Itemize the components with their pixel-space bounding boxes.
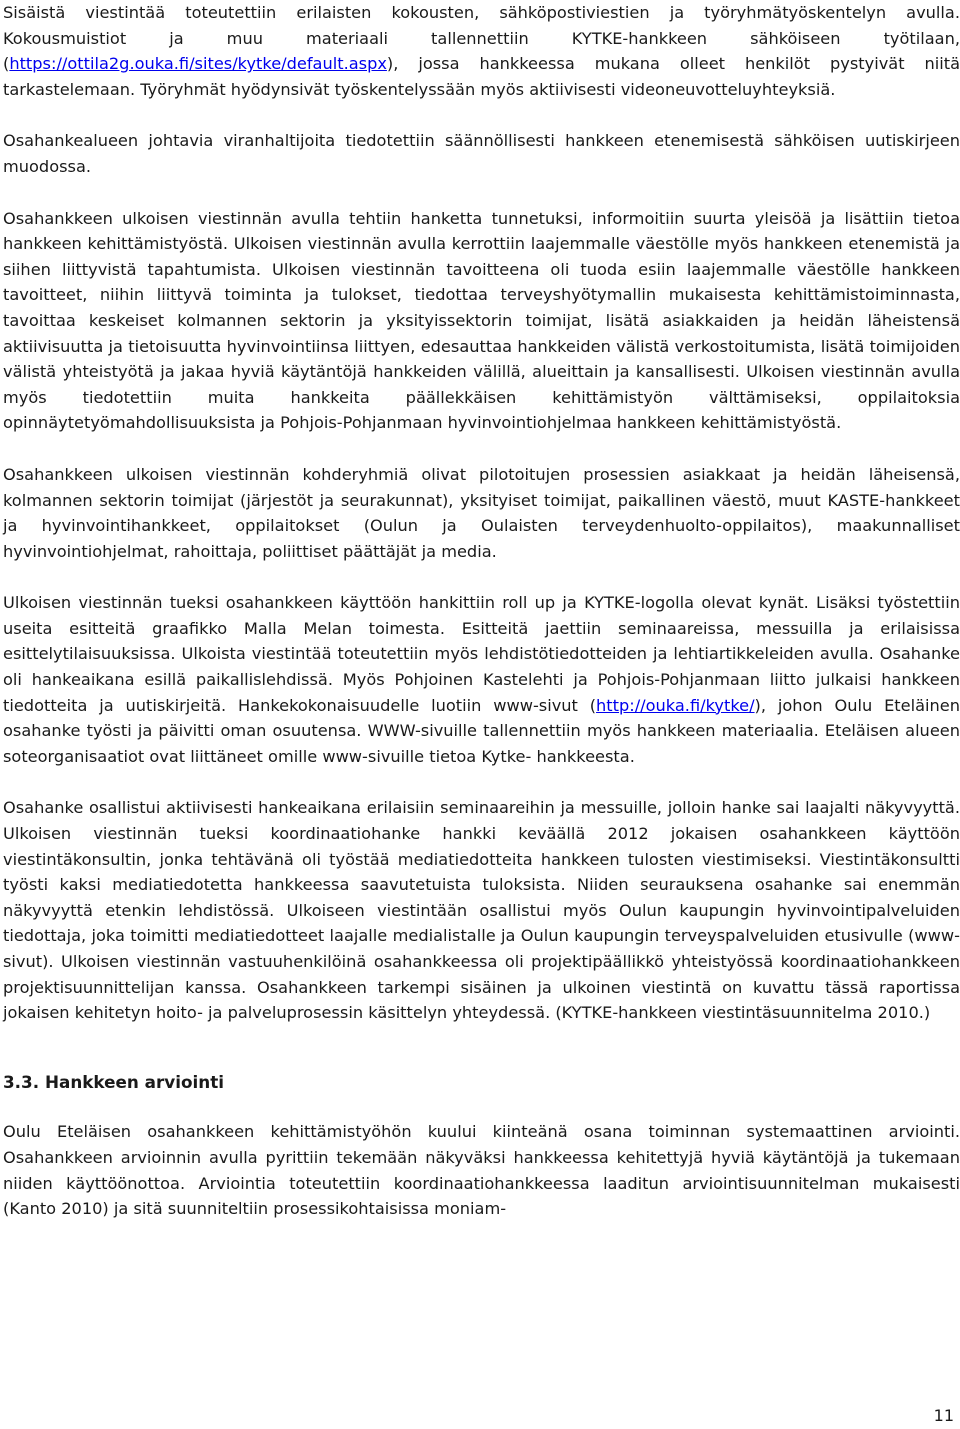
paragraph-text: ), jossa hankkeessa mukana olleet henkilöt pystyivät niitä tarkastelemaan. Työryhmät hyödynsivät työskentelyssään myös aktiivisesti videoneuvotteluyhteyksiä. [3,54,960,99]
page-number: 11 [933,1406,954,1425]
document-page [3,0,960,1222]
paragraph-text: Ulkoisen viestinnän tueksi osahankkeen käyttöön hankittiin roll up ja KYTKE-logolla olevat kynät. Lisäksi työstettiin useita esitteitä graafikko Malla Melan toimesta. Esitteitä jaettiin seminaareissa, messuilla ja erilaisissa esittelytilaisuuksissa. Ulkoista viestintää toteutettiin myös lehdistötiedotteiden ja lehtiartikkeleiden avulla. Osahanke oli hankeaikana esillä paikallislehdissä. Myös Pohjoinen Kastelehti ja Pohjois-Pohjanmaan liitto julkaisi hankkeen tiedotteita ja uutiskirjeitä. Hankekokonaisuudelle luotiin www-sivut ( [3,593,960,715]
website-link[interactable]: http://ouka.fi/kytke/ [596,695,755,715]
paragraph-internal-communication [3,0,960,102]
paragraph-newsletter: Osahankealueen johtavia viranhaltijoita tiedotettiin säännöllisesti hankkeen etenemisestä sähköisen uutiskirjeen muodossa. [3,131,960,176]
paragraph-text: ), johon Oulu Eteläinen osahanke työsti ja päivitti oman osuutensa. WWW-sivuille tallennettiin myös hankkeen materiaalia. Eteläisen alueen soteorganisaatiot ovat liittäneet omille www-sivuille tietoa Kytke- hankkeesta. [3,695,960,766]
section-heading: 3.3. Hankkeen arviointi [3,1071,224,1092]
paragraph-external-communication: Osahankkeen ulkoisen viestinnän avulla tehtiin hanketta tunnetuksi, informoitiin suurta yleisöä ja lisättiin tietoa hankkeen kehittämistyöstä. Ulkoisen viestinnän avulla kerrottiin laajemmalle väestölle myös hankkeen etenemistä ja siihen liittyvistä tapahtumista. Ulkoisen viestinnän tavoitteena oli tuoda esiin laajemmalle väestölle hankkeen tavoitteet, niihin liittyvä toiminta ja tulokset, tiedottaa terveyshyötymallin mukaisesta kehittämistoiminnasta, tavoittaa keskeiset kolmannen sektorin ja yksityissektorin toimijat, lisätä asiakkaiden ja heidän läheistensä aktiivisuutta ja tietoisuutta hyvinvointiinsa liittyen, edesauttaa hankkeiden välistä verkostoitumista, lisätä toimijoiden välistä yhteistyötä ja jakaa hyviä käytäntöjä hankkeiden välillä, alueittain ja kansallisesti. Ulkoisen viestinnän avulla myös tiedotettiin muita hankkeita päällekkäisen kehittämistyön välttämiseksi, oppilaitoksia opinnäytetyömahdollisuuksista ja Pohjois-Pohjanmaan hyvinvointiohjelmaa hankkeen kehittämistyöstä. [3,208,960,433]
paragraph-text: Sisäistä viestintää toteutettiin erilaisten kokousten, sähköpostiviestien ja työryhmätyöskentelyn avulla. Kokousmuistiot ja muu materiaali tallennettiin KYTKE-hankkeen sähköiseen työtilaan, ( [3,3,960,74]
paragraph-seminars: Osahanke osallistui aktiivisesti hankeaikana erilaisiin seminaareihin ja messuille, jolloin hanke sai laajalti näkyvyyttä. Ulkoisen viestinnän tueksi koordinaatiohanke hankki keväällä 2012 jokaisen osahankkeen käyttöön viestintäkonsultin, jonka tehtävänä oli työstää mediatiedotteita hankkeen tulosten viestimiseksi. Viestintäkonsultti työsti kaksi mediatiedotetta hankkeessa saavutetuista tuloksista. Niiden seurauksena osahanke sai enemmän näkyvyyttä etenkin lehdistössä. Ulkoiseen viestintään osallistui myös Oulun kaupungin hyvinvointipalveluiden tiedottaja, joka toimitti mediatiedotteet laajalle medialistalle ja Oulun kaupungin terveyspalveluiden etusivulle (www-sivut). Ulkoisen viestinnän vastuuhenkilöinä osahankkeessa oli projektipäällikkö yhteistyössä koordinaatiohankkeen projektisuunnittelijan kanssa. Osahankkeen tarkempi sisäinen ja ulkoinen viestintä on kuvattu tässä raportissa jokaisen kehitetyn hoito- ja palveluprosessin käsittelyn yhteydessä. (KYTKE-hankkeen viestintäsuunnitelma 2010.) [3,798,960,1023]
paragraph-communication-materials [3,590,960,769]
paragraph-evaluation: Oulu Eteläisen osahankkeen kehittämistyöhön kuului kiinteänä osana toiminnan systemaattinen arviointi. Osahankkeen arvioinnin avulla pyrittiin tekemään näkyväksi hankkeessa kehitettyjä hyviä käytäntöjä ja tukemaan niiden käyttöönottoa. Arviointia toteutettiin koordinaatiohankkeessa laaditun arviointisuunnitelman mukaisesti (Kanto 2010) ja sitä suunniteltiin prosessikohtaisissa moniam- [3,1122,960,1219]
paragraph-target-groups: Osahankkeen ulkoisen viestinnän kohderyhmiä olivat pilotoitujen prosessien asiakkaat ja heidän läheisensä, kolmannen sektorin toimijat (järjestöt ja seurakunnat), yksityiset toimijat, paikallinen väestö, muut KASTE-hankkeet ja hyvinvointihankkeet, oppilaitokset (Oulun ja Oulaisten terveydenhuolto-oppilaitos), maakunnalliset hyvinvointiohjelmat, rahoittaja, poliittiset päättäjät ja media. [3,464,960,561]
workspace-link[interactable]: https://ottila2g.ouka.fi/sites/kytke/default.aspx [9,54,387,74]
